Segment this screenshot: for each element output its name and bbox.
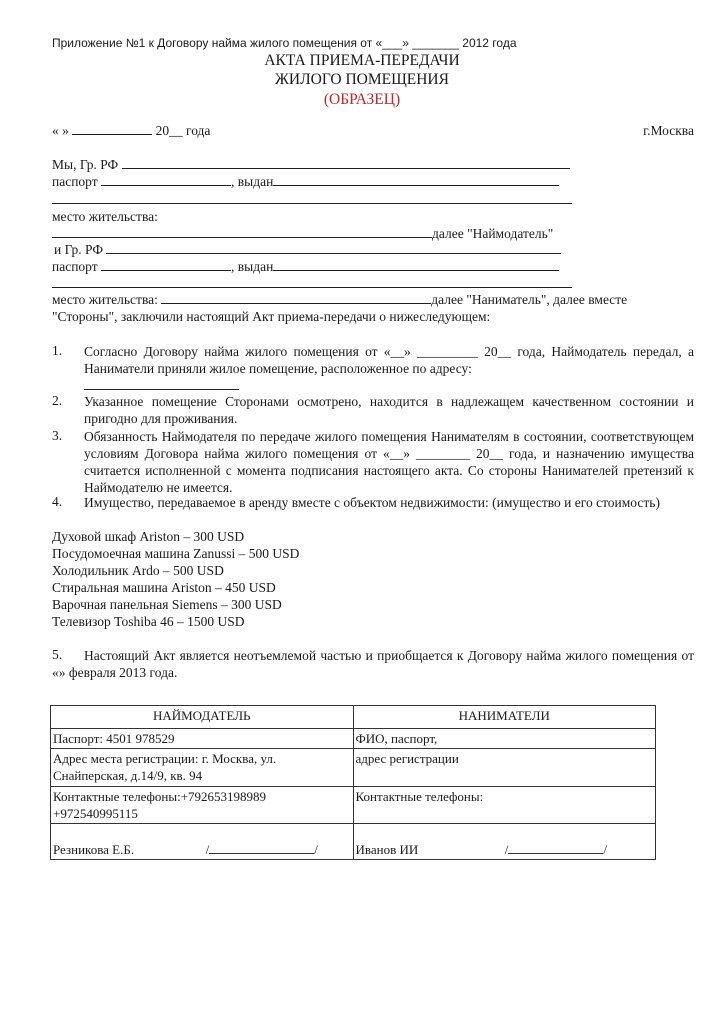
passport-label: паспорт	[52, 174, 98, 189]
landlord-address-line1: Адрес места регистрации: г. Москва, ул.	[53, 751, 277, 766]
landlord-passport-line	[52, 173, 559, 190]
tenant-passport[interactable]: ФИО, паспорт,	[353, 729, 656, 749]
landlord-header: НАЙМОДАТЕЛЬ	[51, 706, 354, 729]
table-row	[51, 787, 656, 824]
property-item: Стиральная машина Ariston – 450 USD	[52, 580, 276, 595]
month-blank[interactable]	[72, 122, 152, 135]
tenant-extra-blank[interactable]	[52, 287, 572, 288]
appendix-note: Приложение №1 к Договору найма жилого помещения от «___» _______ 2012 года	[52, 36, 517, 50]
parties-sentence: "Стороны", заключили настоящий Акт приема-передачи о нижеследующем:	[52, 309, 491, 324]
table-row	[51, 729, 656, 749]
table-header-row	[51, 706, 656, 729]
landlord-passport-blank[interactable]	[101, 173, 231, 186]
property-item: Варочная панельная Siemens – 300 USD	[52, 597, 282, 612]
tenant-address[interactable]: адрес регистрации	[353, 749, 656, 787]
we-label: Мы, Гр. РФ	[52, 157, 119, 172]
landlord-residence-label: место жительства:	[52, 209, 158, 224]
year-prefix: 20__ года	[155, 123, 211, 138]
clause-text: Согласно Договору найма жилого помещения от «__» _________ 20__ года, Наймодатель передал, а Наниматели приняли жилое помещение, расположенное по адресу:	[84, 344, 694, 376]
signature-row	[51, 824, 656, 860]
tenant-header: НАНИМАТЕЛИ	[353, 706, 656, 729]
clause-number: 5.	[52, 647, 63, 662]
landlord-issued-blank[interactable]	[273, 173, 559, 186]
tenant-residence-label: место жительства:	[52, 292, 158, 307]
sample-label: (ОБРАЗЕЦ)	[323, 91, 401, 108]
landlord-residence-blank[interactable]	[52, 225, 432, 238]
tenant-residence-line	[52, 291, 627, 308]
date-line	[52, 122, 210, 139]
landlord-name-line	[52, 156, 570, 173]
clause-number: 1.	[52, 343, 63, 358]
tenant-passport-line	[52, 258, 559, 275]
landlord-hereinafter: далее "Наймодатель"	[432, 226, 554, 241]
property-item: Телевизор Toshiba 46 – 1500 USD	[52, 614, 245, 629]
landlord-address	[51, 749, 354, 787]
tenant-phones[interactable]: Контактные телефоны:	[353, 787, 656, 824]
landlord-phone-2: +972540995115	[53, 806, 138, 821]
document-title-line1: АКТА ПРИЕМА-ПЕРЕДАЧИ	[264, 52, 460, 69]
signature-table	[50, 705, 656, 860]
tenant-name-blank[interactable]	[106, 241, 561, 254]
and-label: и Гр. РФ	[54, 242, 103, 257]
clause-text: Имущество, передаваемое в аренду вместе с объектом недвижимости: (имущество и его стоимость)	[84, 495, 660, 510]
landlord-signature-blank[interactable]	[209, 841, 314, 854]
landlord-signature	[51, 824, 354, 860]
landlord-extra-blank[interactable]	[52, 203, 572, 204]
property-item: Духовой шкаф Ariston – 300 USD	[52, 529, 245, 544]
date-quotes: « »	[52, 123, 69, 138]
property-list	[52, 528, 299, 630]
slash: /	[314, 842, 318, 857]
landlord-signer-name: Резникова Е.Б.	[53, 842, 135, 857]
property-item: Посудомоечная машина Zanussi – 500 USD	[52, 546, 300, 561]
address-blank[interactable]	[84, 389, 239, 390]
passport-label: паспорт	[52, 259, 98, 274]
table-row	[51, 749, 656, 787]
tenant-signature	[353, 824, 656, 860]
clause-number: 3.	[52, 428, 63, 443]
tenant-signer-name: Иванов ИИ	[355, 842, 419, 857]
tenant-name-line	[54, 241, 561, 258]
landlord-address-line2: Снайперская, д.14/9, кв. 94	[53, 768, 203, 783]
tenant-signature-blank[interactable]	[508, 841, 603, 854]
landlord-passport: Паспорт: 4501 978529	[51, 729, 354, 749]
slash: /	[205, 842, 210, 857]
landlord-residence-line	[52, 225, 553, 242]
city: г.Москва	[643, 123, 694, 138]
tenant-issued-blank[interactable]	[273, 258, 559, 271]
clause-number: 4.	[52, 494, 63, 509]
clause-number: 2.	[52, 393, 63, 408]
slash: /	[603, 842, 607, 857]
issued-label: , выдан	[231, 174, 274, 189]
landlord-phones	[51, 787, 354, 824]
clause-text: Указанное помещение Сторонами осмотрено, находится в надлежащем качественном состоянии и пригодно для проживания.	[84, 394, 694, 426]
property-item: Холодильник Ardo – 500 USD	[52, 563, 224, 578]
tenant-passport-blank[interactable]	[101, 258, 231, 271]
slash: /	[504, 842, 509, 857]
landlord-phone-1: Контактные телефоны:+792653198989	[53, 789, 267, 804]
issued-label: , выдан	[231, 259, 274, 274]
tenant-hereinafter: далее "Наниматель", далее вместе	[431, 292, 628, 307]
tenant-residence-blank[interactable]	[161, 291, 431, 304]
clause-text: Настоящий Акт является неотъемлемой частью и приобщается к Договору найма жилого помещения от «» февраля 2013 года.	[52, 648, 694, 680]
document-title-line2: ЖИЛОГО ПОМЕЩЕНИЯ	[275, 71, 449, 88]
clause-text: Обязанность Наймодателя по передаче жилого помещения Нанимателям в состоянии, соответствующем условиям Договора найма жилого помещения от «__» ________ 20__ года, и назначению имущества считается исполненной с момента подписания настоящего акта. Со стороны Нанимателей претензий к Наймодателю не имеется.	[84, 429, 694, 495]
landlord-name-blank[interactable]	[122, 156, 570, 169]
